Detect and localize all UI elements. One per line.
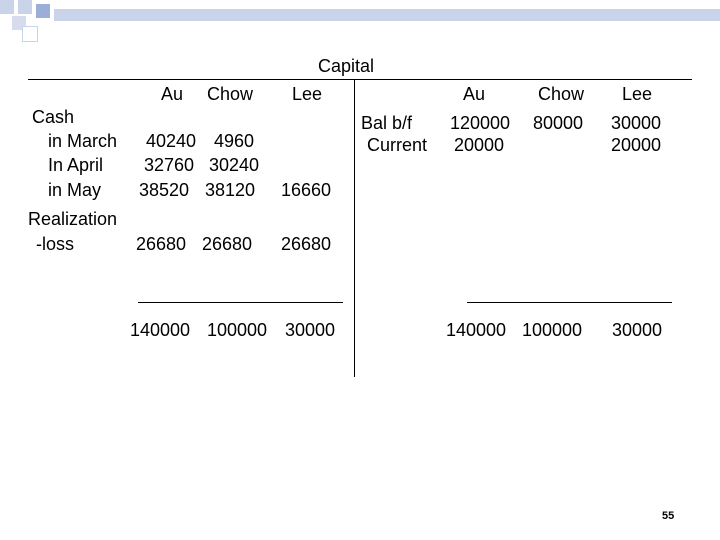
right-row-label: Current (367, 135, 428, 155)
right-header-au: Au (463, 84, 486, 104)
right-header-chow: Chow (538, 84, 585, 104)
page-number: 55 (662, 510, 675, 522)
left-header-au: Au (161, 84, 184, 104)
right-row-lee: 20000 (611, 135, 662, 155)
left-row-lee: 16660 (281, 180, 332, 200)
t-account-center-line (354, 79, 355, 377)
right-row-label: Bal b/f (361, 113, 413, 133)
left-header-chow: Chow (207, 84, 254, 104)
right-total-rule (467, 302, 672, 303)
loss-au: 26680 (136, 234, 187, 254)
right-total-lee: 30000 (612, 320, 663, 340)
left-total-chow: 100000 (207, 320, 268, 340)
left-row-label: in May (48, 180, 102, 200)
right-header-lee: Lee (622, 84, 653, 104)
loss-lee: 26680 (281, 234, 332, 254)
left-total-rule (138, 302, 343, 303)
left-row-au: 40240 (146, 131, 197, 151)
right-row-chow: 80000 (533, 113, 584, 133)
t-account-top-line (28, 79, 692, 80)
left-row-chow: 30240 (209, 155, 260, 175)
cash-label: Cash (32, 107, 75, 127)
page-title: Capital (318, 56, 375, 76)
right-row-au: 20000 (454, 135, 505, 155)
header-band (54, 9, 720, 21)
left-header-lee: Lee (292, 84, 323, 104)
decor-square (36, 4, 50, 18)
loss-label: -loss (36, 234, 75, 254)
right-total-au: 140000 (446, 320, 507, 340)
decor-square (22, 26, 38, 42)
loss-chow: 26680 (202, 234, 253, 254)
left-row-chow: 4960 (214, 131, 255, 151)
left-total-lee: 30000 (285, 320, 336, 340)
right-total-chow: 100000 (522, 320, 583, 340)
left-row-au: 32760 (144, 155, 195, 175)
decor-square (18, 0, 32, 14)
right-row-au: 120000 (450, 113, 511, 133)
left-row-au: 38520 (139, 180, 190, 200)
decor-square (0, 0, 14, 14)
realization-label: Realization (28, 209, 118, 229)
left-row-chow: 38120 (205, 180, 256, 200)
left-row-label: in March (48, 131, 118, 151)
left-row-label: In April (48, 155, 104, 175)
right-row-lee: 30000 (611, 113, 662, 133)
left-total-au: 140000 (130, 320, 191, 340)
